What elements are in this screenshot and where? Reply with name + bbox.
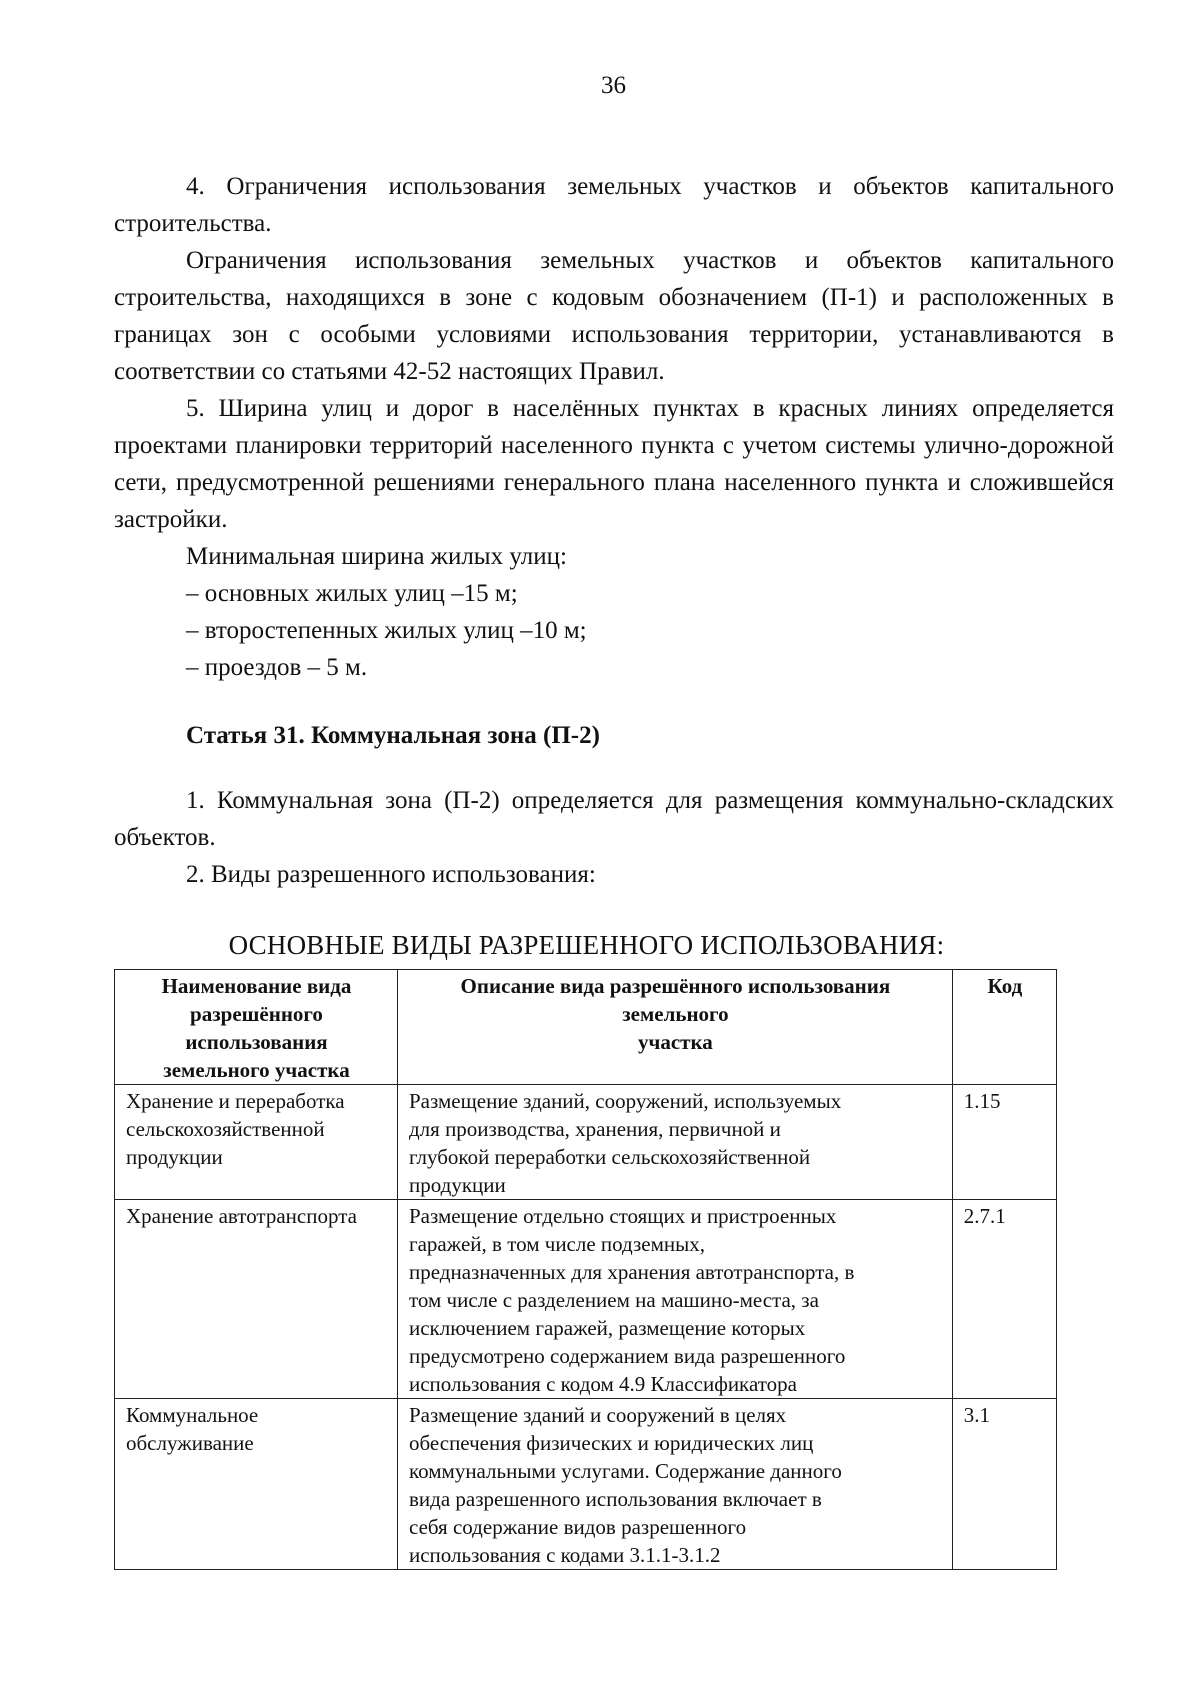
cell-line: для производства, хранения, первичной и [409,1117,781,1141]
cell-line: Хранение и переработка [126,1089,345,1113]
table-row [115,1399,1057,1570]
usage-table [114,969,1057,1570]
article-31-text [114,782,1114,893]
cell-name [115,1399,398,1570]
paragraph-restrictions-title: 4. Ограничения использования земельных участков и объектов капитального строительства. [114,173,1114,237]
cell-line: продукции [409,1173,506,1197]
paragraph-usage-types: 2. Виды разрешенного использования: [186,861,596,888]
cell-line: вида разрешенного использования включает в [409,1487,822,1511]
header-name [115,970,398,1085]
header-name-line: земельного участка [163,1058,350,1082]
cell-code: 3.1 [952,1399,1056,1570]
table-header-row [115,970,1057,1085]
section-4-text [114,168,1114,686]
header-description-line: участка [638,1030,713,1054]
list-item-passages: – проездов – 5 м. [186,654,368,681]
cell-name [115,1085,398,1200]
header-description [398,970,953,1085]
cell-code: 1.15 [952,1085,1056,1200]
cell-line: продукции [126,1145,223,1169]
list-item-main-streets: – основных жилых улиц –15 м; [186,580,518,607]
paragraph-street-width: 5. Ширина улиц и дорог в населённых пунктах в красных линиях определяется проектами планировки территорий населенного пункта с учетом системы улично-дорожной сети, предусмотренной решениями генерального плана населенного пункта и сложившейся застройки. [114,395,1114,533]
paragraph-min-width: Минимальная ширина жилых улиц: [186,543,567,570]
cell-code: 2.7.1 [952,1200,1056,1399]
cell-description [398,1399,953,1570]
cell-line: сельскохозяйственной [126,1117,325,1141]
cell-line: исключением гаражей, размещение которых [409,1316,806,1340]
cell-line: Размещение зданий и сооружений в целях [409,1403,787,1427]
list-item-secondary-streets: – второстепенных жилых улиц –10 м; [186,617,587,644]
cell-name [115,1200,398,1399]
cell-line: том числе с разделением на машино-места, за [409,1288,819,1312]
cell-line: Размещение зданий, сооружений, используемых [409,1089,842,1113]
page-number: 36 [601,72,626,99]
paragraph-restrictions-body: Ограничения использования земельных участков и объектов капитального строительства, находящихся в зоне с кодовым обозначением (П-1) и расположенных в границах зон с особыми условиями использования территории, устанавливаются в соответствии со статьями 42-52 настоящих Правил. [114,247,1114,385]
header-name-line: Наименование вида [161,974,352,998]
cell-line: себя содержание видов разрешенного [409,1515,747,1539]
cell-line: использования с кодом 4.9 Классификатора [409,1372,797,1396]
cell-description [398,1200,953,1399]
cell-line: глубокой переработки сельскохозяйственной [409,1145,811,1169]
cell-line: обеспечения физических и юридических лиц [409,1431,814,1455]
header-code [952,970,1056,1085]
header-name-line: разрешённого [190,1002,323,1026]
cell-line: коммунальными услугами. Содержание данного [409,1459,842,1483]
header-name-line: использования [185,1030,328,1054]
header-code-line: Код [987,974,1023,998]
cell-line: предназначенных для хранения автотранспорта, в [409,1260,855,1284]
cell-line: гаражей, в том числе подземных, [409,1232,705,1256]
cell-line: использования с кодами 3.1.1-3.1.2 [409,1543,721,1567]
header-description-line: Описание вида разрешённого использования [460,974,891,998]
paragraph-zone-definition: 1. Коммунальная зона (П-2) определяется для размещения коммунально-складских объектов. [114,787,1114,851]
table-row [115,1085,1057,1200]
cell-line: Коммунальное [126,1403,259,1427]
header-description-line: земельного [622,1002,729,1026]
cell-line: Размещение отдельно стоящих и пристроенных [409,1204,837,1228]
article-31-heading: Статья 31. Коммунальная зона (П-2) [186,722,600,749]
cell-description [398,1085,953,1200]
table-row [115,1200,1057,1399]
cell-line: Хранение автотранспорта [126,1204,357,1228]
cell-line: предусмотрено содержанием вида разрешенного [409,1344,846,1368]
table-caption: ОСНОВНЫЕ ВИДЫ РАЗРЕШЕННОГО ИСПОЛЬЗОВАНИЯ: [228,930,945,960]
cell-line: обслуживание [126,1431,254,1455]
